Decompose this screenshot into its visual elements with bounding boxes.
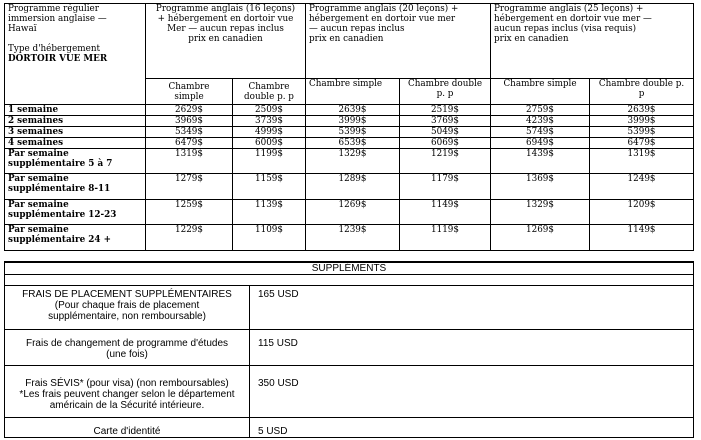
subheader-text: Chambre <box>168 81 210 92</box>
supplement-value: 5 USD <box>250 418 694 438</box>
supplement-label <box>5 418 250 438</box>
price-cell: 6539$ <box>306 138 400 149</box>
subheader-single-16 <box>146 79 233 105</box>
table-row <box>5 105 694 116</box>
price-cell: 1209$ <box>590 199 694 225</box>
supplement-label-line: Carte d'identité <box>93 426 161 437</box>
subheader-text: double p. p <box>244 91 294 102</box>
subheader-text: Chambre simple <box>309 79 383 89</box>
subheader-text: Chambre double <box>407 79 483 89</box>
row-label <box>5 174 146 200</box>
price-cell: 1279$ <box>146 174 233 200</box>
row-label <box>5 199 146 225</box>
price-cell: 5349$ <box>146 127 233 138</box>
subheader-double-20 <box>400 79 491 105</box>
price-cell: 1369$ <box>491 174 590 200</box>
header-col3-line: hébergement en dortoir vue mer <box>309 14 456 24</box>
table-row <box>5 149 694 174</box>
header-col4-line: aucun repas inclus (visa requis) <box>494 24 637 34</box>
supplement-value: 350 USD <box>250 366 694 418</box>
supplement-label-line: (Pour chaque frais de placement <box>54 300 200 311</box>
price-cell: 6479$ <box>590 138 694 149</box>
header-col1-line: Hawaï <box>8 24 37 34</box>
price-cell: 3769$ <box>400 116 491 127</box>
supplement-row <box>5 286 694 330</box>
price-cell: 1249$ <box>590 174 694 200</box>
header-col4-line: Programme anglais (25 leçons) + <box>494 4 644 14</box>
row-label <box>5 149 146 174</box>
price-cell: 1289$ <box>306 174 400 200</box>
price-cell: 6069$ <box>400 138 491 149</box>
price-cell: 3999$ <box>306 116 400 127</box>
row-label-line: supplémentaire 12-23 <box>8 209 117 220</box>
header-program-25 <box>491 4 694 79</box>
supplements-title: SUPPLÉMENTS <box>5 262 694 275</box>
supplement-label-line: *Les frais peuvent changer selon le département <box>19 389 235 400</box>
supplement-label <box>5 366 250 418</box>
price-cell: 1269$ <box>306 199 400 225</box>
supplement-row <box>5 275 694 286</box>
subheader-text: simple <box>174 91 204 102</box>
row-label-line: Par semaine <box>8 149 69 159</box>
price-table-header <box>5 4 694 79</box>
header-program-16 <box>146 4 306 79</box>
price-cell: 1119$ <box>400 225 491 251</box>
row-label-line: Par semaine <box>8 225 69 235</box>
price-cell: 5399$ <box>590 127 694 138</box>
supplement-row <box>5 366 694 418</box>
row-label <box>5 225 146 251</box>
price-cell: 1179$ <box>400 174 491 200</box>
price-cell: 5749$ <box>491 127 590 138</box>
header-col1-line: immersion anglaise — <box>8 14 107 24</box>
subheader-text: p. p <box>436 89 454 99</box>
table-row <box>5 225 694 251</box>
price-cell: 5049$ <box>400 127 491 138</box>
price-cell: 1199$ <box>233 149 306 174</box>
price-cell: 1319$ <box>590 149 694 174</box>
header-col4-line: prix en canadien <box>494 34 569 44</box>
supplement-label-line: FRAIS DE PLACEMENT SUPPLÉMENTAIRES <box>22 289 232 300</box>
header-col2-line: prix en canadien <box>188 34 263 44</box>
price-cell: 1439$ <box>491 149 590 174</box>
price-cell: 1329$ <box>306 149 400 174</box>
header-col3-line: Programme anglais (20 leçons) + <box>309 4 459 14</box>
table-row <box>5 199 694 225</box>
price-cell: 2629$ <box>146 105 233 116</box>
subheader-text: Chambre simple <box>503 79 577 89</box>
table-row <box>5 127 694 138</box>
price-cell: 2759$ <box>491 105 590 116</box>
supplements-title-row <box>5 262 694 275</box>
price-cell: 6949$ <box>491 138 590 149</box>
price-table <box>4 3 694 251</box>
price-cell: 1159$ <box>233 174 306 200</box>
row-label-line: Par semaine <box>8 199 69 210</box>
header-col2-line: Mer — aucun repas inclus <box>167 24 284 34</box>
header-col2-line: + hébergement en dortoir vue <box>157 14 294 24</box>
price-cell: 2639$ <box>590 105 694 116</box>
subheader-single-20 <box>306 79 400 105</box>
price-cell: 4999$ <box>233 127 306 138</box>
supplement-row <box>5 418 694 438</box>
price-cell: 3969$ <box>146 116 233 127</box>
price-cell: 1149$ <box>590 225 694 251</box>
price-cell: 1109$ <box>233 225 306 251</box>
header-accommodation-type-label: Type d'hébergement <box>8 44 101 54</box>
table-row <box>5 174 694 200</box>
subheader-text: p <box>638 89 645 99</box>
price-cell: 1219$ <box>400 149 491 174</box>
price-cell: 1269$ <box>491 225 590 251</box>
row-label-line: supplémentaire 24 + <box>8 235 111 245</box>
price-cell: 1139$ <box>233 199 306 225</box>
price-cell: 1259$ <box>146 199 233 225</box>
table-row <box>5 138 694 149</box>
supplement-label-line: Frais de changement de programme d'études <box>25 338 229 349</box>
supplements-table <box>4 261 694 438</box>
price-cell: 5399$ <box>306 127 400 138</box>
header-col1-line: Programme régulier <box>8 4 99 14</box>
price-cell: 1319$ <box>146 149 233 174</box>
supplement-label-line: Frais SÉVIS* (pour visa) (non remboursables) <box>25 378 229 389</box>
subheader-single-25 <box>491 79 590 105</box>
header-program-20 <box>306 4 491 79</box>
supplement-label-line: (une fois) <box>106 349 148 360</box>
price-cell: 6479$ <box>146 138 233 149</box>
price-cell: 3999$ <box>590 116 694 127</box>
header-col2-line: Programme anglais (16 leçons) <box>155 4 296 14</box>
supplement-label-line: supplémentaire, non remboursable) <box>48 311 206 322</box>
subheader-double-16 <box>233 79 306 105</box>
row-label-line: supplémentaire 8-11 <box>8 184 111 194</box>
subheader-text: Chambre <box>248 81 290 92</box>
row-label: 2 semaines <box>5 116 146 127</box>
price-cell: 1149$ <box>400 199 491 225</box>
supplement-label <box>5 330 250 366</box>
header-col4-line: hébergement en dortoir vue mer — <box>494 14 652 24</box>
table-row <box>5 116 694 127</box>
price-cell: 3739$ <box>233 116 306 127</box>
row-label-line: supplémentaire 5 à 7 <box>8 159 113 169</box>
price-cell: 6009$ <box>233 138 306 149</box>
row-label: 3 semaines <box>5 127 146 138</box>
supplement-spacer <box>5 275 694 286</box>
price-cell: 1239$ <box>306 225 400 251</box>
supplement-row <box>5 330 694 366</box>
price-cell: 4239$ <box>491 116 590 127</box>
price-cell: 2509$ <box>233 105 306 116</box>
row-label: 4 semaines <box>5 138 146 149</box>
subheader-double-25 <box>590 79 694 105</box>
header-program-type <box>5 4 146 105</box>
header-col3-line: — aucun repas inclus <box>309 24 405 34</box>
subheader-text: Chambre double p. <box>598 79 685 89</box>
price-cell: 2519$ <box>400 105 491 116</box>
supplement-label <box>5 286 250 330</box>
price-cell: 1229$ <box>146 225 233 251</box>
header-col3-line: prix en canadien <box>309 34 384 44</box>
price-cell: 2639$ <box>306 105 400 116</box>
supplement-value: 165 USD <box>250 286 694 330</box>
row-label-line: Par semaine <box>8 174 69 184</box>
header-accommodation-type-value: DORTOIR VUE MER <box>8 54 108 64</box>
price-cell: 1329$ <box>491 199 590 225</box>
supplement-label-line: américain de la Sécurité intérieure. <box>49 400 205 411</box>
row-label: 1 semaine <box>5 105 146 116</box>
supplement-value: 115 USD <box>250 330 694 366</box>
